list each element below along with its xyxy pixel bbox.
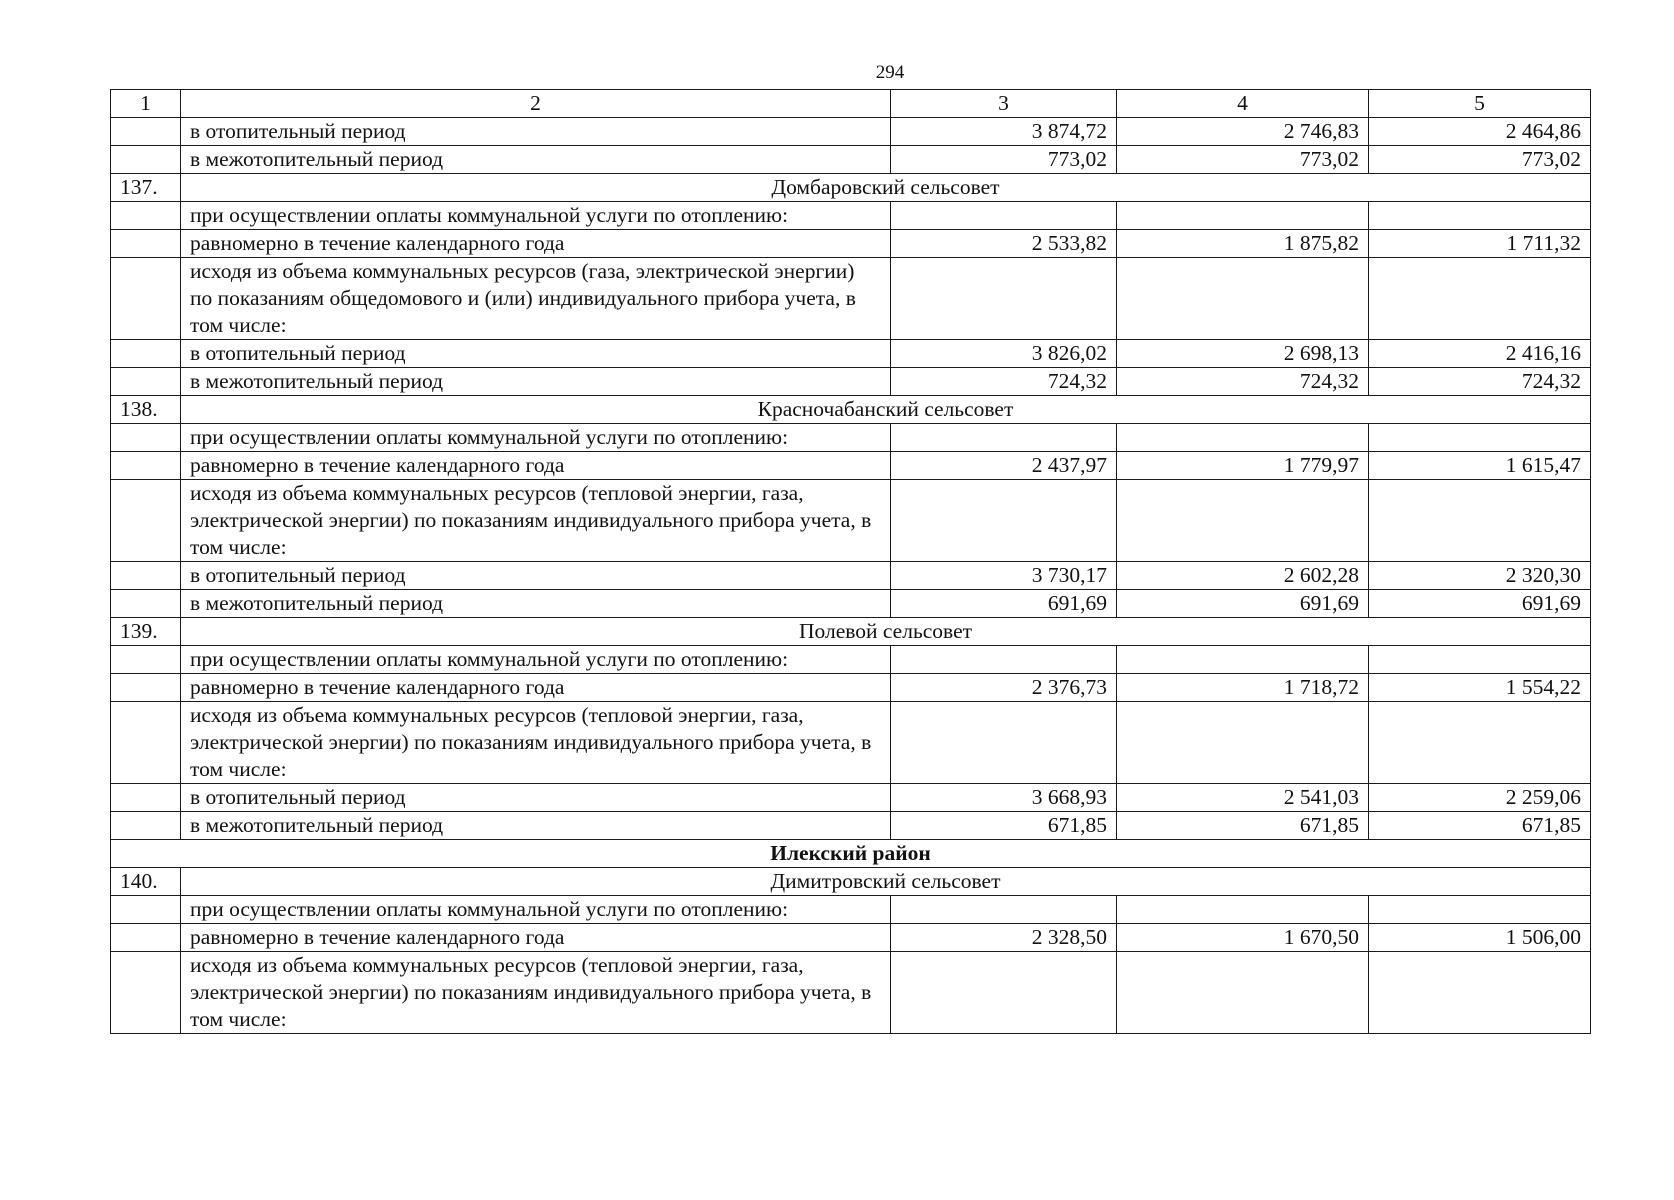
value-col-4: 2 602,28 — [1117, 562, 1369, 590]
row-number — [111, 258, 181, 340]
value-col-3 — [891, 896, 1117, 924]
row-label: в отопительный период — [181, 340, 891, 368]
table-row — [111, 924, 1591, 952]
value-col-3 — [891, 480, 1117, 562]
value-col-4: 1 718,72 — [1117, 674, 1369, 702]
table-row — [111, 424, 1591, 452]
value-col-5 — [1369, 258, 1591, 340]
value-col-4: 671,85 — [1117, 812, 1369, 840]
value-col-4 — [1117, 952, 1369, 1034]
table-row — [111, 258, 1591, 340]
row-number — [111, 952, 181, 1034]
district-row — [111, 840, 1591, 868]
value-col-3 — [891, 646, 1117, 674]
value-col-4: 1 875,82 — [1117, 230, 1369, 258]
value-col-5: 724,32 — [1369, 368, 1591, 396]
table-row — [111, 118, 1591, 146]
value-col-3: 773,02 — [891, 146, 1117, 174]
row-label: в межотопительный период — [181, 368, 891, 396]
column-number: 2 — [181, 90, 891, 118]
row-label: в отопительный период — [181, 784, 891, 812]
section-title: Димитровский сельсовет — [181, 868, 1591, 896]
row-label: в отопительный период — [181, 562, 891, 590]
value-col-4 — [1117, 702, 1369, 784]
table-row — [111, 896, 1591, 924]
value-col-3: 2 533,82 — [891, 230, 1117, 258]
row-label: при осуществлении оплаты коммунальной услуги по отоплению: — [181, 646, 891, 674]
value-col-3: 671,85 — [891, 812, 1117, 840]
table-row — [111, 480, 1591, 562]
row-number — [111, 896, 181, 924]
value-col-5: 773,02 — [1369, 146, 1591, 174]
table-row — [111, 702, 1591, 784]
value-col-3: 2 328,50 — [891, 924, 1117, 952]
value-col-4 — [1117, 258, 1369, 340]
column-number: 1 — [111, 90, 181, 118]
row-number — [111, 368, 181, 396]
value-col-4: 2 746,83 — [1117, 118, 1369, 146]
value-col-3 — [891, 202, 1117, 230]
row-label: исходя из объема коммунальных ресурсов (тепловой энергии, газа, электрической энергии) по показаниям индивидуального прибора учета, в том числе: — [181, 702, 891, 784]
row-number — [111, 340, 181, 368]
row-label: исходя из объема коммунальных ресурсов (газа, электрической энергии) по показаниям общедомового и (или) индивидуального прибора учета, в том числе: — [181, 258, 891, 340]
value-col-5: 2 320,30 — [1369, 562, 1591, 590]
value-col-3: 3 730,17 — [891, 562, 1117, 590]
value-col-5: 671,85 — [1369, 812, 1591, 840]
table-row — [111, 230, 1591, 258]
row-number — [111, 702, 181, 784]
row-number — [111, 146, 181, 174]
row-label: равномерно в течение календарного года — [181, 230, 891, 258]
value-col-4 — [1117, 480, 1369, 562]
row-number: 139. — [111, 618, 181, 646]
row-number — [111, 646, 181, 674]
value-col-3: 2 437,97 — [891, 452, 1117, 480]
value-col-3 — [891, 952, 1117, 1034]
value-col-4: 724,32 — [1117, 368, 1369, 396]
value-col-3: 724,32 — [891, 368, 1117, 396]
table-row — [111, 340, 1591, 368]
value-col-5: 1 711,32 — [1369, 230, 1591, 258]
value-col-4: 2 698,13 — [1117, 340, 1369, 368]
table-row — [111, 812, 1591, 840]
value-col-4: 1 779,97 — [1117, 452, 1369, 480]
value-col-4 — [1117, 202, 1369, 230]
value-col-5 — [1369, 202, 1591, 230]
row-label: при осуществлении оплаты коммунальной услуги по отоплению: — [181, 424, 891, 452]
table-row — [111, 784, 1591, 812]
section-row — [111, 396, 1591, 424]
district-title: Илекский район — [111, 840, 1591, 868]
table-body — [111, 90, 1591, 1034]
row-label: в межотопительный период — [181, 146, 891, 174]
row-label: в отопительный период — [181, 118, 891, 146]
value-col-5 — [1369, 702, 1591, 784]
value-col-5: 1 506,00 — [1369, 924, 1591, 952]
row-number — [111, 424, 181, 452]
row-number — [111, 924, 181, 952]
table-row — [111, 202, 1591, 230]
row-label: исходя из объема коммунальных ресурсов (тепловой энергии, газа, электрической энергии) по показаниям индивидуального прибора учета, в том числе: — [181, 480, 891, 562]
value-col-5: 1 554,22 — [1369, 674, 1591, 702]
value-col-5: 2 259,06 — [1369, 784, 1591, 812]
table-row — [111, 674, 1591, 702]
column-number-row — [111, 90, 1591, 118]
value-col-5 — [1369, 480, 1591, 562]
value-col-4: 773,02 — [1117, 146, 1369, 174]
row-number — [111, 784, 181, 812]
row-number — [111, 590, 181, 618]
section-title: Полевой сельсовет — [181, 618, 1591, 646]
section-row — [111, 868, 1591, 896]
value-col-4 — [1117, 424, 1369, 452]
table-row — [111, 646, 1591, 674]
column-number: 5 — [1369, 90, 1591, 118]
column-number: 3 — [891, 90, 1117, 118]
row-number — [111, 230, 181, 258]
value-col-3: 3 874,72 — [891, 118, 1117, 146]
value-col-3: 3 826,02 — [891, 340, 1117, 368]
table-row — [111, 146, 1591, 174]
page-number: 294 — [875, 62, 905, 83]
section-row — [111, 618, 1591, 646]
row-number — [111, 562, 181, 590]
value-col-4 — [1117, 896, 1369, 924]
row-label: при осуществлении оплаты коммунальной услуги по отоплению: — [181, 896, 891, 924]
row-number — [111, 202, 181, 230]
value-col-5 — [1369, 896, 1591, 924]
row-label: равномерно в течение календарного года — [181, 924, 891, 952]
row-number — [111, 812, 181, 840]
value-col-5: 2 464,86 — [1369, 118, 1591, 146]
row-number: 138. — [111, 396, 181, 424]
tariff-table — [110, 89, 1591, 1034]
row-label: исходя из объема коммунальных ресурсов (тепловой энергии, газа, электрической энергии) по показаниям индивидуального прибора учета, в том числе: — [181, 952, 891, 1034]
table-row — [111, 452, 1591, 480]
value-col-5 — [1369, 424, 1591, 452]
row-number — [111, 118, 181, 146]
value-col-5 — [1369, 646, 1591, 674]
value-col-5: 691,69 — [1369, 590, 1591, 618]
value-col-4: 1 670,50 — [1117, 924, 1369, 952]
value-col-3 — [891, 424, 1117, 452]
row-number: 137. — [111, 174, 181, 202]
value-col-4: 691,69 — [1117, 590, 1369, 618]
table-row — [111, 368, 1591, 396]
row-number: 140. — [111, 868, 181, 896]
row-number — [111, 480, 181, 562]
value-col-5: 2 416,16 — [1369, 340, 1591, 368]
row-number — [111, 674, 181, 702]
value-col-3 — [891, 258, 1117, 340]
value-col-4: 2 541,03 — [1117, 784, 1369, 812]
value-col-3: 2 376,73 — [891, 674, 1117, 702]
table-row — [111, 562, 1591, 590]
column-number: 4 — [1117, 90, 1369, 118]
value-col-3: 3 668,93 — [891, 784, 1117, 812]
row-label: при осуществлении оплаты коммунальной услуги по отоплению: — [181, 202, 891, 230]
section-title: Домбаровский сельсовет — [181, 174, 1591, 202]
section-title: Красночабанский сельсовет — [181, 396, 1591, 424]
row-label: в межотопительный период — [181, 812, 891, 840]
row-label: равномерно в течение календарного года — [181, 452, 891, 480]
table-row — [111, 590, 1591, 618]
value-col-5: 1 615,47 — [1369, 452, 1591, 480]
row-number — [111, 452, 181, 480]
table-row — [111, 952, 1591, 1034]
value-col-5 — [1369, 952, 1591, 1034]
row-label: в межотопительный период — [181, 590, 891, 618]
value-col-3 — [891, 702, 1117, 784]
row-label: равномерно в течение календарного года — [181, 674, 891, 702]
section-row — [111, 174, 1591, 202]
value-col-3: 691,69 — [891, 590, 1117, 618]
value-col-4 — [1117, 646, 1369, 674]
